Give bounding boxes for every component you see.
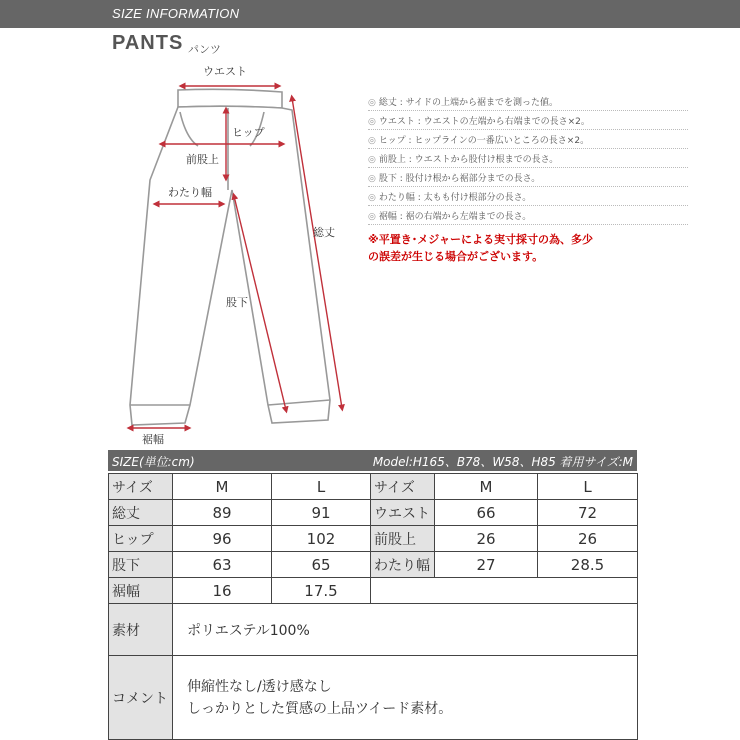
table-row	[109, 578, 638, 604]
comment-label: コメント	[109, 656, 173, 740]
table-cell: 26	[435, 526, 538, 552]
table-cell: ヒップ	[109, 526, 173, 552]
note-item: ◎ 前股上 : ウエストから股付け根までの長さ。	[368, 149, 688, 168]
table-cell: 96	[173, 526, 272, 552]
measurement-warning: ※平置き･メジャーによる実寸採寸の為、多少 の誤差が生じる場合がございます。	[368, 233, 593, 263]
table-cell: 65	[272, 552, 371, 578]
table-cell: 27	[435, 552, 538, 578]
measurement-notes	[368, 92, 688, 265]
table-row	[109, 552, 638, 578]
table-cell: 裾幅	[109, 578, 173, 604]
comment-value: 伸縮性なし/透け感なし しっかりとした質感の上品ツイード素材。	[173, 656, 638, 740]
label-inseam: 股下	[226, 296, 248, 309]
table-cell: わたり幅	[371, 552, 435, 578]
unit-label: SIZE(単位:cm)	[112, 455, 195, 469]
table-cell: 102	[272, 526, 371, 552]
table-cell: ウエスト	[371, 500, 435, 526]
note-item: ◎ わたり幅 : 太もも付け根部分の長さ。	[368, 187, 688, 206]
note-item: ◎ 総丈 : サイドの上端から裾までを測った値。	[368, 92, 688, 111]
size-info-bar	[108, 450, 637, 471]
detail-table	[108, 603, 638, 740]
table-cell: 16	[173, 578, 272, 604]
note-item: ◎ ウエスト : ウエストの左端から右端までの長さ×2。	[368, 111, 688, 130]
label-thigh: わたり幅	[168, 186, 212, 199]
material-value: ポリエステル100%	[173, 604, 638, 656]
comment-row	[109, 656, 638, 740]
pants-outline	[130, 89, 330, 425]
table-empty-cell	[371, 578, 638, 604]
table-cell: 総丈	[109, 500, 173, 526]
table-header-row	[109, 474, 638, 500]
note-item: ◎ 股下 : 股付け根から裾部分までの長さ。	[368, 168, 688, 187]
header-title: SIZE INFORMATION	[112, 6, 240, 21]
label-front-rise: 前股上	[186, 153, 219, 166]
table-cell: 66	[435, 500, 538, 526]
size-table	[108, 473, 638, 604]
material-label: 素材	[109, 604, 173, 656]
label-total-length: 総丈	[313, 226, 335, 239]
table-cell: 72	[538, 500, 638, 526]
table-header-cell: サイズ	[371, 474, 435, 500]
table-cell: 前股上	[371, 526, 435, 552]
label-waist: ウエスト	[203, 65, 247, 78]
model-info: Model:H165、B78、W58、H85 着用サイズ:M	[372, 455, 633, 469]
table-cell: 17.5	[272, 578, 371, 604]
table-cell: 26	[538, 526, 638, 552]
material-row	[109, 604, 638, 656]
table-header-cell: M	[173, 474, 272, 500]
table-header-cell: L	[538, 474, 638, 500]
note-item: ◎ ヒップ : ヒップラインの一番広いところの長さ×2。	[368, 130, 688, 149]
table-cell: 91	[272, 500, 371, 526]
table-cell: 股下	[109, 552, 173, 578]
table-cell: 28.5	[538, 552, 638, 578]
table-row	[109, 500, 638, 526]
pants-subtitle: パンツ	[188, 43, 221, 56]
label-hip: ヒップ	[232, 126, 265, 139]
table-header-cell: L	[272, 474, 371, 500]
table-cell: 63	[173, 552, 272, 578]
pants-title: PANTS	[112, 32, 184, 54]
note-item: ◎ 裾幅 : 裾の右端から左端までの長さ。	[368, 206, 688, 225]
table-header-cell: M	[435, 474, 538, 500]
table-cell: 89	[173, 500, 272, 526]
label-hem: 裾幅	[142, 433, 164, 446]
table-header-cell: サイズ	[109, 474, 173, 500]
table-row	[109, 526, 638, 552]
